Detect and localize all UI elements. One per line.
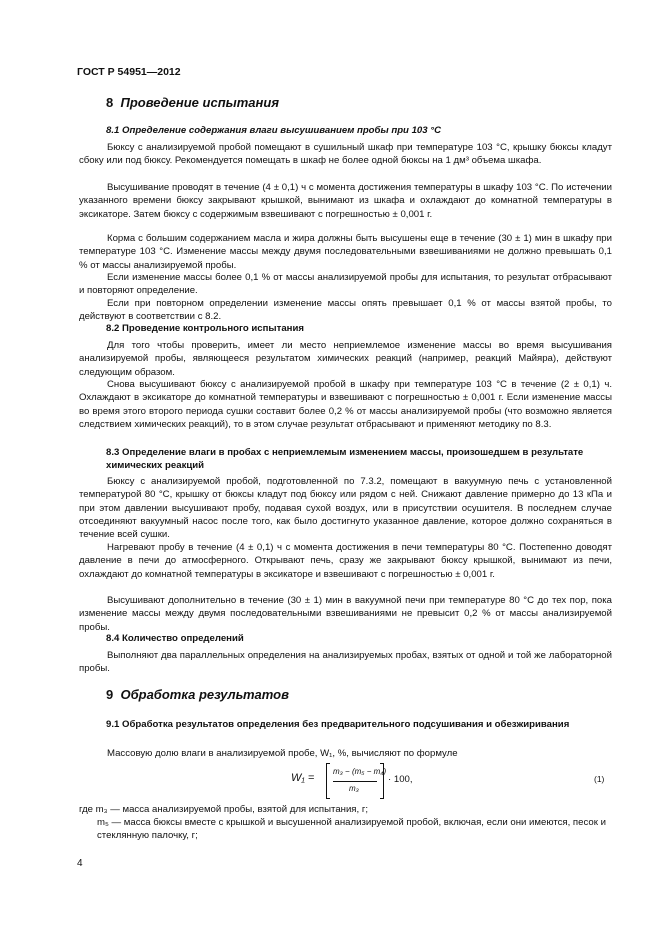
formula-fraction <box>326 764 387 798</box>
document-header: ГОСТ Р 54951—2012 <box>77 66 181 78</box>
paragraph-9-1-1: Массовую долю влаги в анализируемой пробе, W₁, %, вычисляют по формуле <box>107 748 458 759</box>
paragraph-8-1-1: Бюксу с анализируемой пробой помещают в сушильный шкаф при температуре 103 °C, крышку бюксы кладут сбоку или под бюксу. Рекомендуется помещать в шкаф не более одной бюксы на 1 дм³ объема шкафа. <box>79 142 612 167</box>
paragraph-8-2-1: Для того чтобы проверить, имеет ли место неприемлемое изменение массы во время высушивания анализируемой пробы, являющееся результатом химических реакций (например, реакций Майяра), действуют следующим образом. <box>79 340 612 378</box>
formula-numerator: m₃ − (m₅ − m₄) <box>333 767 387 776</box>
section-8-heading <box>106 95 279 110</box>
section-8-title: Проведение испытания <box>120 95 279 110</box>
subsection-8-4-heading: 8.4 Количество определений <box>106 633 244 644</box>
formula-1 <box>0 762 661 804</box>
formula-denominator: m₃ <box>349 784 359 793</box>
paragraph-8-1-4: Если изменение массы более 0,1 % от массы анализируемой пробы для испытания, то результат отбрасывают и повторяют определение. <box>79 272 612 297</box>
section-9-heading <box>106 687 289 702</box>
section-9-number: 9 <box>106 687 114 702</box>
formula-lhs: W₁ = <box>291 772 315 784</box>
subsection-8-1-heading: 8.1 Определение содержания влаги высушиванием пробы при 103 °C <box>106 125 442 136</box>
subsection-8-2-heading: 8.2 Проведение контрольного испытания <box>106 323 304 334</box>
paragraph-8-3-3: Высушивают дополнительно в течение (30 ± 1) мин в вакуумной печи при температуре 80 °C до тех пор, пока изменение массы между двумя последовательными взвешиваниями не превысит 0,2 % от массы анализируемой пробы. <box>79 595 612 633</box>
subsection-9-1-heading: 9.1 Обработка результатов определения без предварительного подсушивания и обезжиривания <box>106 719 570 730</box>
paragraph-8-3-2: Нагревают пробу в течение (4 ± 0,1) ч с момента достижения в печи температуры 80 °C. Постепенно доводят давление в печи до атмосферного. Открывают печь, сразу же закрывают бюксу крышкой, вынимают из печи, охлаждают до комнатной температуры в эксикаторе и взвешивают с погрешностью ± 0,001 г. <box>79 542 612 580</box>
where-item-m3: где m₃ — масса анализируемой пробы, взятой для испытания, г; <box>79 804 368 815</box>
subsection-8-3-heading: 8.3 Определение влаги в пробах с неприемлемым изменением массы, произошедшем в результате химических реакций <box>106 447 584 471</box>
fraction-line <box>333 781 377 782</box>
paragraph-8-1-2: Высушивание проводят в течение (4 ± 0,1) ч с момента достижения температуры в шкафу 103 °C. По истечении указанного времени бюксу закрывают крышкой, вынимают из шкафа и охлаждают до комнатной температуры в эксикаторе. Затем бюксу с содержимым взвешивают с погрешностью ± 0,001 г. <box>79 182 612 220</box>
paragraph-8-4-1: Выполняют два параллельных определения на анализируемых пробах, взятых от одной и той же лабораторной пробы. <box>79 650 612 675</box>
formula-number: (1) <box>594 774 605 784</box>
section-8-number: 8 <box>106 95 114 110</box>
where-item-m5: m₅ — масса бюксы вместе с крышкой и высушенной анализируемой пробой, включая, если они имеются, песок и стеклянную палочку, г; <box>97 817 606 842</box>
paragraph-8-1-5: Если при повторном определении изменение массы опять превышает 0,1 % от массы взятой пробы, то действуют в соответствии с 8.2. <box>79 298 612 323</box>
paragraph-8-1-3: Корма с большим содержанием масла и жира должны быть высушены еще в течение (30 ± 1) мин в шкафу при температуре 103 °C. Изменение массы между двумя последовательными взвешиваниями не должно превышать 0,1 % от массы анализируемой пробы. <box>79 233 612 271</box>
page-number: 4 <box>77 858 83 869</box>
paragraph-8-2-2: Снова высушивают бюксу с анализируемой пробой в шкафу при температуре 103 °C в течение (2 ± 0,1) ч. Охлаждают в эксикаторе до комнатной температуры и взвешивают с погрешностью ± 0,001 г. Если изменение массы во время этого второго периода сушки составит более 0,2 % от массы анализируемой пробы (что возможно является следствием химических реакций), то в этом случае результат отбрасывают и применяют методику по 8.3. <box>79 379 612 430</box>
formula-tail: · 100, <box>388 774 413 785</box>
paragraph-8-3-1: Бюксу с анализируемой пробой, подготовленной по 7.3.2, помещают в вакуумную печь с установленной температурой 80 °C, крышку от бюксы кладут под бюксу или рядом с ней. Снижают давление примерно до 13 кПа и при этом давлении высушивают пробу, подавая сухой воздух, или в присутствии осушителя. В последнем случае отсоединяют вакуумный насос после того, как было достигнуто указанное давление, которое должно сохраняться в течение всей сушки. <box>79 476 612 541</box>
section-9-title: Обработка результатов <box>120 687 289 702</box>
